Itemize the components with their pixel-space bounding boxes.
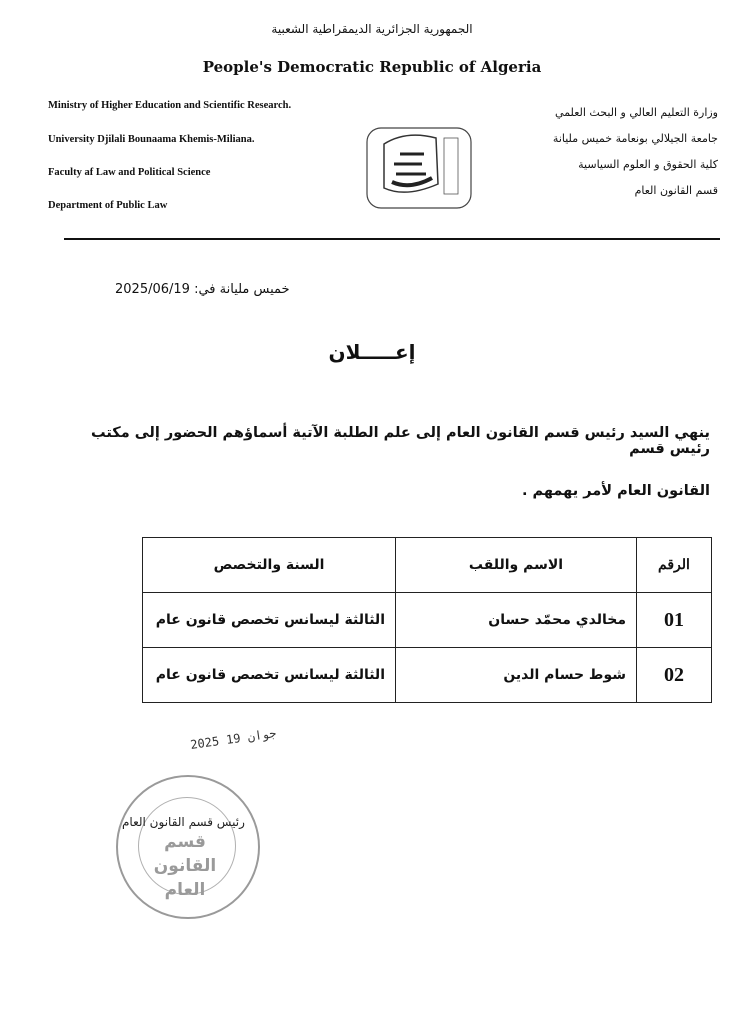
body-line-2: القانون العام لأمر يهمهم . <box>521 483 710 499</box>
republic-english: People's Democratic Republic of Algeria <box>202 58 542 76</box>
row-name: شوط حسام الدين <box>396 648 637 703</box>
row-year: الثالثة ليسانس تخصص قانون عام <box>143 593 396 648</box>
department-ar: قسم القانون العام <box>634 184 718 197</box>
seal-text: قسم القانون العام <box>153 832 217 900</box>
signature-title: رئيس قسم القانون العام <box>122 815 245 829</box>
department-en: Department of Public Law <box>48 200 168 211</box>
ministry-ar: وزارة التعليم العالي و البحث العلمي <box>555 106 718 119</box>
students-table <box>142 537 712 703</box>
date-line <box>115 282 290 297</box>
row-number: 01 <box>637 593 712 648</box>
table-header-row <box>143 538 712 593</box>
header-number: الرقم <box>637 538 712 593</box>
date-label: خميس مليانة في: <box>194 282 290 297</box>
table-row <box>143 648 712 703</box>
faculty-en: Faculty af Law and Political Science <box>48 167 211 178</box>
university-ar: جامعة الجيلالي بونعامة خميس مليانة <box>552 132 718 145</box>
header-name: الاسم واللقب <box>396 538 637 593</box>
table-row <box>143 593 712 648</box>
republic-arabic: الجمهورية الجزائرية الديمقراطية الشعبية <box>271 22 473 36</box>
university-logo <box>366 124 472 210</box>
row-name: مخالدي محمّد حسان <box>396 593 637 648</box>
header-divider <box>64 238 720 240</box>
row-year: الثالثة ليسانس تخصص قانون عام <box>143 648 396 703</box>
ministry-en: Ministry of Higher Education and Scientific Research. <box>48 100 292 111</box>
body-line-1: ينهي السيد رئيس قسم القانون العام إلى علم الطلبة الآتية أسماؤهم الحضور إلى مكتب رئيس قسم <box>91 425 710 457</box>
announcement-title: إعـــــلان <box>328 340 416 364</box>
university-en: University Djilali Bounaama Khemis-Miliana. <box>48 134 255 145</box>
header-year: السنة والتخصص <box>143 538 396 593</box>
row-number: 02 <box>637 648 712 703</box>
date-stamp: 2025 جوان 19 <box>189 726 278 752</box>
date-value: 2025/06/19 <box>115 282 190 297</box>
faculty-ar: كلية الحقوق و العلوم السياسية <box>578 158 718 171</box>
